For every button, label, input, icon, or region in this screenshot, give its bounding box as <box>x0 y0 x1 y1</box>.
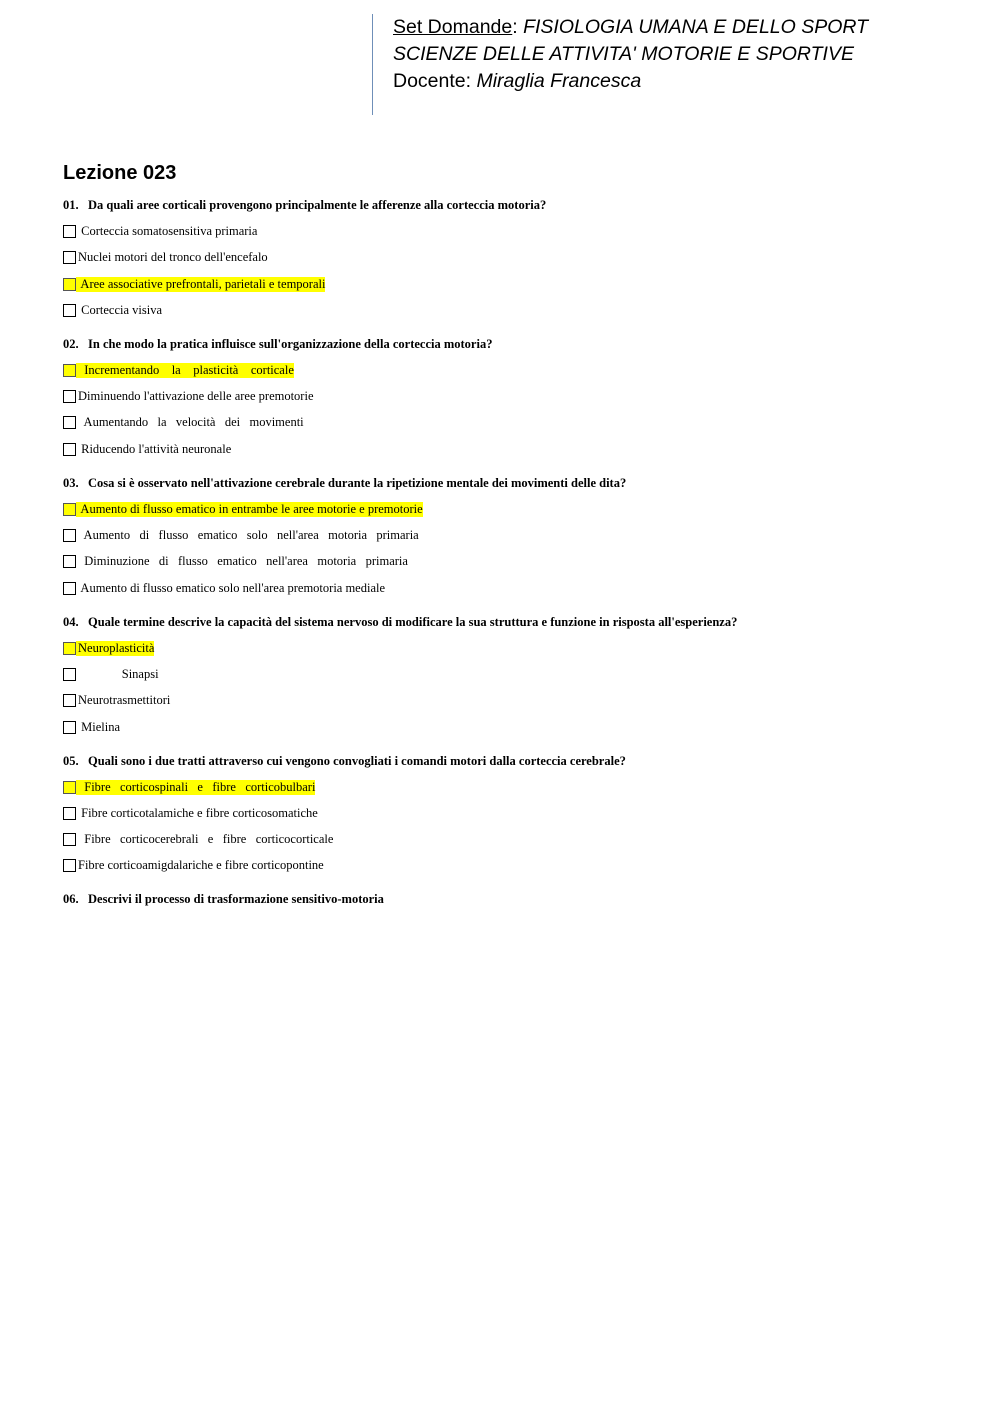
option-label: Aumento di flusso ematico in entrambe le aree motorie e premotorie <box>78 501 423 516</box>
checkbox[interactable] <box>63 416 76 429</box>
answer-option-correct[interactable] <box>63 779 943 796</box>
question-label: In che modo la pratica influisce sull'organizzazione della corteccia motoria? <box>88 336 493 351</box>
answer-option[interactable] <box>63 805 943 822</box>
checkbox[interactable] <box>63 364 76 377</box>
question-number: 05. <box>63 753 79 768</box>
option-label: Fibre corticocerebrali e fibre corticocorticale <box>78 832 334 847</box>
question-text <box>63 890 943 908</box>
question-text <box>63 474 943 492</box>
question-label: Quali sono i due tratti attraverso cui vengono convogliati i comandi motori dalla corteccia cerebrale? <box>88 753 626 768</box>
option-label: Corteccia visiva <box>78 302 162 317</box>
option-label: Fibre corticoamigdalariche e fibre corticopontine <box>78 858 324 873</box>
answer-option[interactable] <box>63 249 943 266</box>
option-label: Neurotrasmettitori <box>78 693 171 708</box>
checkbox[interactable] <box>63 859 76 872</box>
answer-option[interactable] <box>63 719 943 736</box>
teacher-name: Miraglia Francesca <box>476 70 642 92</box>
option-label: Sinapsi <box>78 666 159 681</box>
question-block <box>63 196 943 319</box>
answer-option-correct[interactable] <box>63 501 943 518</box>
question-block <box>63 890 943 908</box>
checkbox[interactable] <box>63 529 76 542</box>
question-block <box>63 474 943 597</box>
checkbox[interactable] <box>63 503 76 516</box>
question-number: 01. <box>63 198 79 212</box>
checkbox[interactable] <box>63 443 76 456</box>
checkbox[interactable] <box>63 278 76 291</box>
option-label: Diminuzione di flusso ematico nell'area motoria primaria <box>78 554 408 569</box>
question-text <box>63 335 943 353</box>
option-label: Incrementando la plasticità corticale <box>78 362 294 377</box>
question-block <box>63 752 943 875</box>
option-label: Fibre corticospinali e fibre corticobulbari <box>78 779 316 794</box>
option-label: Diminuendo l'attivazione delle aree premotorie <box>78 389 314 404</box>
question-list <box>63 196 943 924</box>
checkbox[interactable] <box>63 694 76 707</box>
answer-option-correct[interactable] <box>63 362 943 379</box>
lesson-title: Lezione 023 <box>63 162 177 184</box>
question-label: Descrivi il processo di trasformazione sensitivo-motoria <box>88 892 384 907</box>
checkbox[interactable] <box>63 304 76 317</box>
option-label: Fibre corticotalamiche e fibre corticosomatiche <box>78 805 318 820</box>
answer-option[interactable] <box>63 692 943 709</box>
answer-option[interactable] <box>63 553 943 570</box>
question-number: 04. <box>63 614 79 629</box>
option-label: Neuroplasticità <box>78 640 155 655</box>
teacher-label: Docente: <box>393 70 477 92</box>
answer-option-correct[interactable] <box>63 276 943 293</box>
answer-option[interactable] <box>63 302 943 319</box>
course-title: FISIOLOGIA UMANA E DELLO SPORT <box>523 16 869 38</box>
answer-option[interactable] <box>63 414 943 431</box>
answer-option[interactable] <box>63 388 943 405</box>
question-label: Cosa si è osservato nell'attivazione cerebrale durante la ripetizione mentale dei movimenti delle dita? <box>88 475 627 490</box>
question-number: 02. <box>63 336 79 351</box>
checkbox[interactable] <box>63 833 76 846</box>
option-label: Aumento di flusso ematico solo nell'area premotoria mediale <box>78 580 386 595</box>
answer-option[interactable] <box>63 223 943 240</box>
option-label: Aumentando la velocità dei movimenti <box>78 415 304 430</box>
answer-option[interactable] <box>63 527 943 544</box>
question-text <box>63 752 943 770</box>
checkbox[interactable] <box>63 251 76 264</box>
checkbox[interactable] <box>63 390 76 403</box>
question-text <box>63 196 943 214</box>
answer-option[interactable] <box>63 441 943 458</box>
set-colon: : <box>512 16 524 38</box>
answer-option[interactable] <box>63 666 943 683</box>
checkbox[interactable] <box>63 781 76 794</box>
question-block <box>63 335 943 458</box>
question-number: 06. <box>63 892 79 907</box>
option-label: Nuclei motori del tronco dell'encefalo <box>78 250 268 265</box>
checkbox[interactable] <box>63 582 76 595</box>
checkbox[interactable] <box>63 721 76 734</box>
option-label: Aumento di flusso ematico solo nell'area motoria primaria <box>78 528 419 543</box>
option-label: Aree associative prefrontali, parietali e temporali <box>78 276 326 291</box>
question-text <box>63 613 943 631</box>
checkbox[interactable] <box>63 642 76 655</box>
answer-option[interactable] <box>63 831 943 848</box>
teacher-line <box>393 68 868 95</box>
degree-title: SCIENZE DELLE ATTIVITA' MOTORIE E SPORTIVE <box>393 43 854 65</box>
question-number: 03. <box>63 475 79 490</box>
option-label: Mielina <box>78 719 121 734</box>
checkbox[interactable] <box>63 807 76 820</box>
option-label: Corteccia somatosensitiva primaria <box>78 224 258 238</box>
checkbox[interactable] <box>63 225 76 238</box>
answer-option[interactable] <box>63 580 943 597</box>
option-label: Riducendo l'attività neuronale <box>78 441 232 456</box>
set-label: Set Domande <box>393 16 513 38</box>
checkbox[interactable] <box>63 668 76 681</box>
checkbox[interactable] <box>63 555 76 568</box>
course-line <box>393 14 868 41</box>
document-header <box>372 14 868 115</box>
answer-option-correct[interactable] <box>63 640 943 657</box>
question-label: Quale termine descrive la capacità del sistema nervoso di modificare la sua struttura e funzione in risposta all'esperienza? <box>88 614 738 629</box>
question-label: Da quali aree corticali provengono principalmente le afferenze alla corteccia motoria? <box>88 198 547 212</box>
question-block <box>63 613 943 736</box>
answer-option[interactable] <box>63 857 943 874</box>
